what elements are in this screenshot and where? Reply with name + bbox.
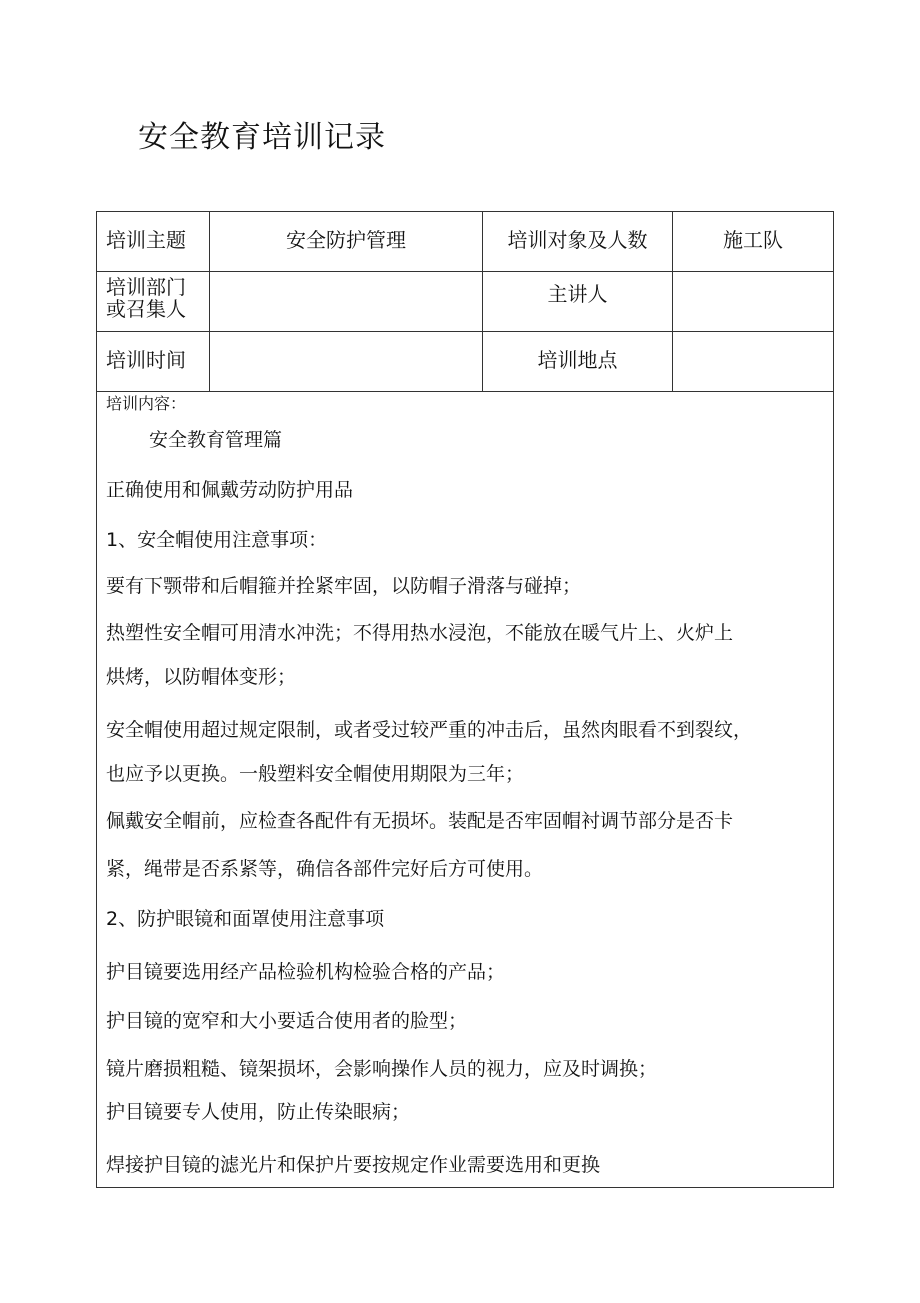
training-time-label: 培训时间 — [106, 348, 186, 372]
content-line: 也应予以更换。一般塑料安全帽使用期限为三年； — [106, 763, 525, 785]
content-line: 护目镜的宽窄和大小要适合使用者的脸型； — [106, 1010, 468, 1032]
training-topic-label: 培训主题 — [106, 228, 186, 252]
content-line: 1、安全帽使用注意事项： — [106, 529, 328, 551]
content-line: 正确使用和佩戴劳动防护用品 — [106, 479, 354, 501]
row-divider — [97, 391, 833, 392]
content-line: 热塑性安全帽可用清水冲洗；不得用热水浸泡，不能放在暖气片上、火炉上 — [106, 622, 734, 644]
row-divider — [97, 271, 833, 272]
content-line: 安全帽使用超过规定限制，或者受过较严重的冲击后，虽然肉眼看不到裂纹， — [106, 719, 753, 741]
organizer-label-line2: 或召集人 — [106, 297, 186, 321]
content-line: 紧，绳带是否系紧等，确信各部件完好后方可使用。 — [106, 858, 544, 880]
training-audience-value: 施工队 — [723, 228, 783, 252]
training-location-label: 培训地点 — [537, 348, 618, 372]
content-line: 佩戴安全帽前，应检查各配件有无损坏。装配是否牢固帽衬调节部分是否卡 — [106, 810, 734, 832]
content-line: 要有下颚带和后帽箍并拴紧牢固，以防帽子滑落与碰掉； — [106, 575, 582, 597]
organizer-label — [106, 276, 186, 320]
training-content-label: 培训内容： — [106, 394, 187, 413]
content-line: 焊接护目镜的滤光片和保护片要按规定作业需要选用和更换 — [106, 1154, 601, 1176]
training-record-table — [96, 211, 834, 1188]
content-line: 安全教育管理篇 — [149, 429, 283, 451]
content-line: 护目镜要专人使用，防止传染眼病； — [106, 1101, 411, 1123]
training-topic-value: 安全防护管理 — [286, 228, 406, 252]
organizer-label-line1: 培训部门 — [106, 275, 186, 299]
content-line: 护目镜要选用经产品检验机构检验合格的产品； — [106, 961, 506, 983]
page-title: 安全教育培训记录 — [138, 120, 386, 155]
content-line: 2、防护眼镜和面罩使用注意事项 — [106, 908, 385, 930]
content-line: 烘烤，以防帽体变形； — [106, 666, 297, 688]
training-audience-label: 培训对象及人数 — [507, 228, 648, 252]
lecturer-label: 主讲人 — [547, 282, 608, 306]
content-line: 镜片磨损粗糙、镜架损坏，会影响操作人员的视力，应及时调换； — [106, 1058, 658, 1080]
row-divider — [97, 331, 833, 332]
